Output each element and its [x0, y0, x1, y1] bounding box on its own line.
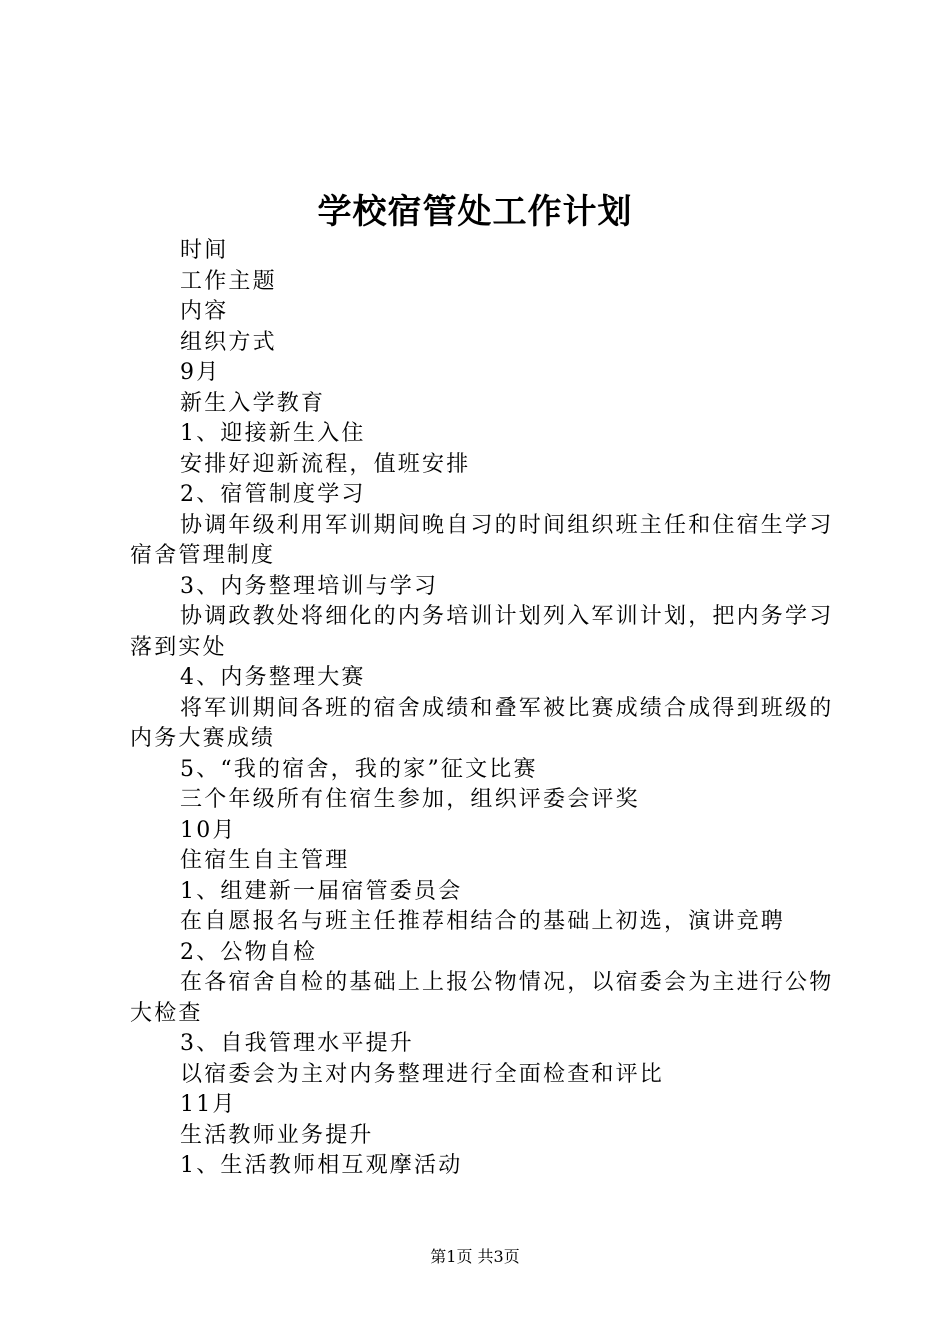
paragraph: 住宿生自主管理 — [180, 848, 350, 873]
paragraph: 1、生活教师相互观摩活动 — [180, 1153, 463, 1178]
paragraph: 时间 — [180, 238, 229, 263]
paragraph: 安排好迎新流程，值班安排 — [180, 451, 471, 477]
document-title: 学校宿管处工作计划 — [317, 192, 633, 232]
paragraph: 3、内务整理培训与学习 — [180, 573, 439, 599]
paragraph: 10月 — [180, 817, 237, 843]
paragraph: 协调政教处将细化的内务培训计划列入军训计划，把内务学习落到实处 — [130, 604, 834, 660]
paragraph: 在各宿舍自检的基础上上报公物情况，以宿委会为主进行公物大检查 — [130, 970, 834, 1026]
paragraph: 生活教师业务提升 — [180, 1122, 374, 1148]
document-body — [130, 236, 836, 1182]
paragraph: 以宿委会为主对内务整理进行全面检查和评比 — [180, 1061, 665, 1087]
paragraph: 组织方式 — [180, 329, 277, 355]
paragraph: 在自愿报名与班主任推荐相结合的基础上初选，演讲竞聘 — [180, 909, 786, 934]
paragraph: 11月 — [180, 1092, 237, 1117]
paragraph: 工作主题 — [180, 268, 277, 294]
paragraph: 内容 — [180, 299, 229, 324]
paragraph: 9月 — [180, 360, 221, 385]
paragraph: 5、“我的宿舍，我的家”征文比赛 — [180, 756, 538, 782]
paragraph: 2、宿管制度学习 — [180, 482, 366, 507]
page-footer: 第1页 共3页 — [430, 1247, 520, 1266]
paragraph: 2、公物自检 — [180, 939, 318, 965]
paragraph: 3、自我管理水平提升 — [180, 1031, 414, 1056]
paragraph: 4、内务整理大赛 — [180, 665, 366, 690]
paragraph: 新生入学教育 — [180, 390, 326, 416]
paragraph: 将军训期间各班的宿舍成绩和叠军被比赛成绩合成得到班级的内务大赛成绩 — [130, 695, 834, 751]
paragraph: 三个年级所有住宿生参加，组织评委会评奖 — [180, 787, 640, 812]
paragraph: 1、组建新一届宿管委员会 — [180, 878, 463, 904]
paragraph: 1、迎接新生入住 — [180, 421, 366, 446]
paragraph: 协调年级利用军训期间晚自习的时间组织班主任和住宿生学习宿舍管理制度 — [130, 512, 834, 568]
